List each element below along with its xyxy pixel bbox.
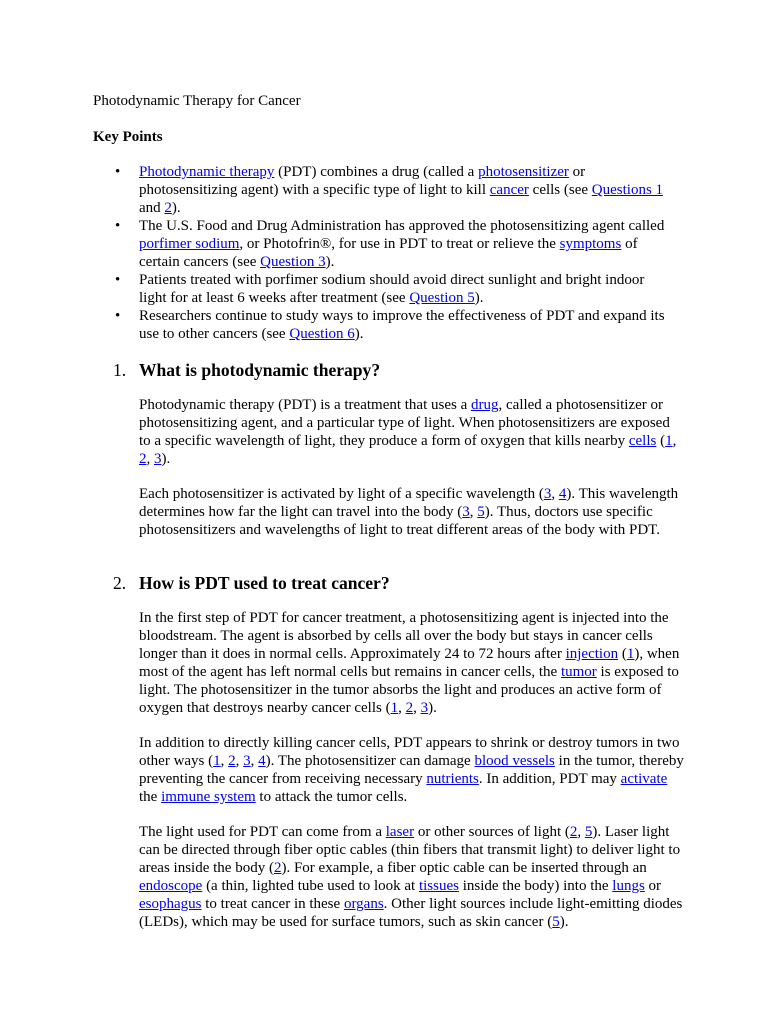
- glossary-link[interactable]: photosensitizer: [478, 164, 569, 180]
- text-run: ).: [428, 700, 437, 716]
- glossary-link[interactable]: 2: [139, 451, 147, 467]
- text-run: . Other light sources include light-emitting diodes (LEDs), which may be used for surface tumors, such as skin cancer (: [139, 896, 683, 930]
- text-run: Each photosensitizer is activated by light of a specific wavelength (: [139, 486, 544, 502]
- question-paragraph: [139, 396, 684, 468]
- glossary-link[interactable]: Questions 1: [591, 182, 664, 198]
- glossary-link[interactable]: Question 3: [260, 254, 326, 270]
- glossary-link[interactable]: 5: [552, 914, 560, 930]
- glossary-link[interactable]: Question 5: [409, 290, 475, 306]
- question-number: 2.: [113, 573, 127, 593]
- text-run: The U.S. Food and Drug Administration has approved the photosensitizing agent called: [139, 218, 665, 234]
- glossary-link[interactable]: symptoms: [559, 236, 622, 252]
- glossary-link[interactable]: 2: [228, 753, 236, 769]
- text-run: ,: [146, 451, 154, 467]
- question-heading: [93, 574, 693, 592]
- glossary-link[interactable]: drug: [471, 397, 499, 413]
- key-point-item: [93, 217, 673, 271]
- bullet-icon: •: [115, 164, 121, 180]
- key-point-item: [93, 163, 673, 217]
- glossary-link[interactable]: tumor: [560, 664, 597, 680]
- text-run: (PDT) combines a drug (called a: [274, 164, 479, 180]
- text-run: of certain cancers (see: [139, 236, 638, 270]
- key-point-text: [139, 218, 664, 270]
- glossary-link[interactable]: 2: [569, 824, 578, 840]
- text-run: ,: [672, 433, 677, 449]
- question-title: How is PDT used to treat cancer?: [139, 573, 390, 593]
- text-run: In the first step of PDT for cancer treatment, a photosensitizing agent is injected into the bloodstream. The agent is absorbed by cells all over the body but stays in cancer cells longer than it does in normal cells. Approximately 24 to 72 hours after: [139, 610, 669, 662]
- text-run: ).: [171, 200, 181, 216]
- text-run: , called a photosensitizer or photosensitizing agent, and a particular type of light. When photosensitizers are exposed to a specific wavelength of light, they produce a form of oxygen that kills nearby: [139, 397, 670, 449]
- text-run: in the tumor, thereby preventing the cancer from receiving necessary: [139, 753, 684, 787]
- text-run: and: [139, 200, 165, 216]
- text-run: ). Laser light can be directed through fiber optic cables (thin fibers that transmit light) to deliver light to areas inside the body (: [139, 824, 681, 876]
- question-paragraph: [139, 823, 684, 931]
- glossary-link[interactable]: 3: [420, 700, 429, 716]
- glossary-link[interactable]: cells: [628, 433, 657, 449]
- question-heading: [93, 361, 693, 379]
- question-title: What is photodynamic therapy?: [139, 360, 381, 380]
- text-run: to attack the tumor cells.: [255, 789, 408, 805]
- text-run: ,: [551, 486, 559, 502]
- glossary-link[interactable]: 2: [273, 860, 282, 876]
- text-run: Photodynamic therapy (PDT) is a treatment that uses a: [139, 397, 471, 413]
- text-run: inside the body) into the: [458, 878, 613, 894]
- text-run: to treat cancer in these: [201, 896, 344, 912]
- glossary-link[interactable]: 2: [405, 700, 414, 716]
- glossary-link[interactable]: 4: [258, 753, 266, 769]
- question-paragraph: [139, 485, 684, 539]
- text-run: (: [656, 433, 666, 449]
- text-run: ), when most of the agent has left normal cells but remains in cancer cells, the: [139, 646, 680, 680]
- text-run: ). For example, a fiber optic cable can be inserted through an: [281, 860, 647, 876]
- glossary-link[interactable]: esophagus: [139, 896, 202, 912]
- glossary-link[interactable]: 1: [626, 646, 635, 662]
- text-run: The light used for PDT can come from a: [139, 824, 386, 840]
- glossary-link[interactable]: 5: [584, 824, 593, 840]
- key-point-item: [93, 271, 673, 307]
- glossary-link[interactable]: 5: [477, 504, 485, 520]
- key-points-heading: Key Points: [93, 129, 163, 145]
- glossary-link[interactable]: 1: [213, 753, 221, 769]
- text-run: ). The photosensitizer can damage: [265, 753, 475, 769]
- text-run: the: [139, 789, 162, 805]
- key-point-item: [93, 307, 673, 343]
- text-run: ). This wavelength determines how far the light can travel into the body (: [139, 486, 679, 520]
- glossary-link[interactable]: endoscope: [139, 878, 203, 894]
- text-run: Researchers continue to study ways to improve the effectiveness of PDT and expand its use to other cancers (see: [139, 308, 665, 342]
- glossary-link[interactable]: Question 6: [289, 326, 355, 342]
- glossary-link[interactable]: laser: [385, 824, 415, 840]
- text-run: is exposed to light. The photosensitizer in the tumor absorbs the light and produces an active form of oxygen that destroys nearby cancer cells (: [139, 664, 679, 716]
- question-2-section: [93, 574, 693, 931]
- key-point-text: [139, 272, 644, 306]
- glossary-link[interactable]: blood vessels: [474, 753, 555, 769]
- glossary-link[interactable]: immune system: [161, 789, 256, 805]
- question-1-section: [93, 361, 693, 539]
- text-run: cells (see: [528, 182, 592, 198]
- text-run: ,: [250, 753, 259, 769]
- text-run: (a thin, lighted tube used to look at: [202, 878, 419, 894]
- text-run: ). Thus, doctors use specific photosensitizers and wavelengths of light to treat different areas of the body with PDT.: [139, 504, 660, 538]
- document-title: Photodynamic Therapy for Cancer: [93, 93, 301, 109]
- glossary-link[interactable]: injection: [565, 646, 619, 662]
- glossary-link[interactable]: porfimer sodium: [139, 236, 240, 252]
- text-run: ).: [354, 326, 364, 342]
- text-run: or photosensitizing agent) with a specific type of light to kill: [139, 164, 586, 198]
- text-run: ,: [220, 753, 229, 769]
- key-points-list: [93, 163, 673, 343]
- text-run: ,: [413, 700, 421, 716]
- bullet-icon: •: [115, 308, 121, 324]
- text-run: ).: [559, 914, 569, 930]
- glossary-link[interactable]: lungs: [612, 878, 645, 894]
- text-run: . In addition, PDT may: [478, 771, 621, 787]
- key-point-text: [139, 164, 663, 216]
- glossary-link[interactable]: 1: [390, 700, 399, 716]
- glossary-link[interactable]: 2: [164, 200, 172, 216]
- text-run: ,: [577, 824, 585, 840]
- text-run: (: [618, 646, 627, 662]
- text-run: , or Photofrin®, for use in PDT to treat or relieve the: [239, 236, 560, 252]
- glossary-link[interactable]: 3: [543, 486, 552, 502]
- question-paragraph: [139, 734, 684, 806]
- glossary-link[interactable]: 4: [558, 486, 567, 502]
- glossary-link[interactable]: cancer: [489, 182, 529, 198]
- text-run: In addition to directly killing cancer cells, PDT appears to shrink or destroy tumors in two other ways (: [139, 735, 680, 769]
- text-run: ,: [398, 700, 406, 716]
- bullet-icon: •: [115, 218, 121, 234]
- glossary-link[interactable]: 1: [665, 433, 673, 449]
- key-point-text: [139, 308, 665, 342]
- text-run: Patients treated with porfimer sodium should avoid direct sunlight and bright indoor light for at least 6 weeks after treatment (see: [139, 272, 645, 306]
- text-run: or: [644, 878, 662, 894]
- glossary-link[interactable]: organs: [343, 896, 384, 912]
- glossary-link[interactable]: 3: [154, 451, 162, 467]
- question-number: 1.: [113, 360, 127, 380]
- glossary-link[interactable]: 3: [462, 504, 470, 520]
- text-run: or other sources of light (: [414, 824, 570, 840]
- glossary-link[interactable]: Photodynamic therapy: [139, 164, 275, 180]
- glossary-link[interactable]: 3: [243, 753, 251, 769]
- glossary-link[interactable]: activate: [620, 771, 668, 787]
- bullet-icon: •: [115, 272, 121, 288]
- question-paragraph: [139, 609, 684, 717]
- glossary-link[interactable]: nutrients: [426, 771, 479, 787]
- text-run: ).: [474, 290, 484, 306]
- text-run: ).: [161, 451, 171, 467]
- text-run: ).: [325, 254, 335, 270]
- text-run: ,: [235, 753, 244, 769]
- glossary-link[interactable]: tissues: [418, 878, 459, 894]
- text-run: ,: [469, 504, 478, 520]
